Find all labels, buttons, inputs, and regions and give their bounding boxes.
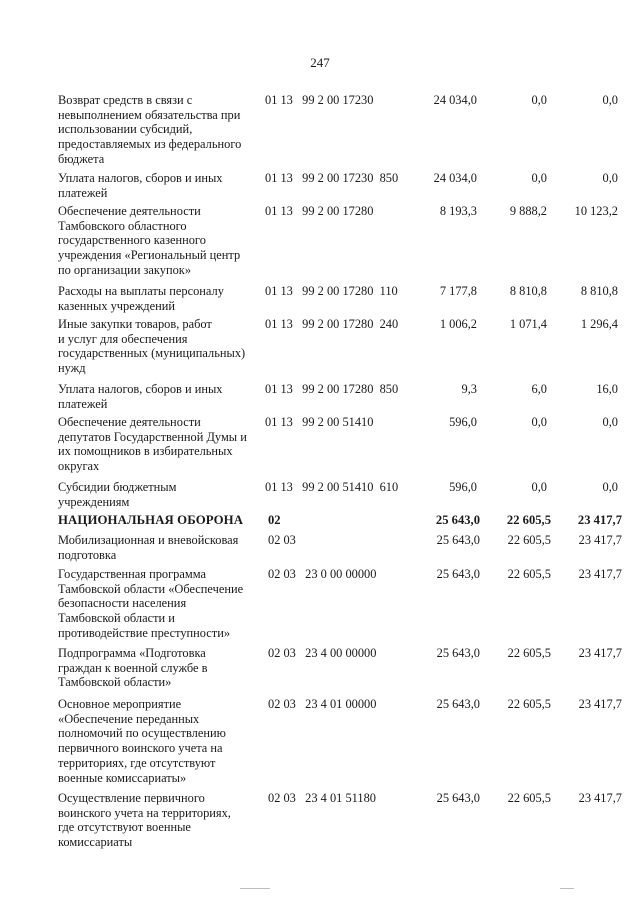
row-value-2: 22 605,5 (507, 567, 551, 581)
row-code: 01 13 99 2 00 51410 610 (265, 480, 399, 494)
row-value-1: 24 034,0 (433, 93, 477, 107)
row-name: Уплата налогов, сборов и иных платежей (58, 382, 223, 411)
row-name: Обеспечение деятельности Тамбовского областного государственного казенного учреждения «Региональный центр по организации закупок» (58, 204, 241, 277)
row-name: Субсидии бюджетным учреждениям (58, 480, 177, 509)
row-code: 02 03 23 4 01 00000 (268, 697, 377, 711)
row-value-1: 9,3 (461, 382, 477, 396)
row-value-2: 9 888,2 (509, 204, 547, 218)
row-code: 01 13 99 2 00 17230 (265, 93, 374, 107)
row-name: Подпрограмма «Подготовка граждан к военной службе в Тамбовской области» (58, 646, 208, 690)
row-value-3: 0,0 (602, 171, 618, 185)
row-value-2: 22 605,5 (507, 791, 551, 805)
row-value-3: 23 417,7 (578, 697, 622, 711)
scan-artifact (240, 888, 270, 889)
row-value-1: 596,0 (449, 480, 477, 494)
row-value-1: 25 643,0 (436, 567, 480, 581)
page-number: 247 (310, 55, 330, 70)
row-value-2: 1 071,4 (509, 317, 547, 331)
row-name: Обеспечение деятельности депутатов Государственной Думы и их помощников в избирательных округах (58, 415, 247, 474)
row-code: 02 03 23 0 00 00000 (268, 567, 377, 581)
row-value-2: 22 605,5 (507, 646, 551, 660)
row-value-2: 8 810,8 (509, 284, 547, 298)
row-value-2: 0,0 (531, 480, 547, 494)
row-name: Основное мероприятие «Обеспечение переданных полномочий по осуществлению первичного воинского учета на территориях, где отсутствуют военные комиссариаты» (58, 697, 226, 785)
row-code: 02 03 23 4 00 00000 (268, 646, 377, 660)
row-value-3: 23 417,7 (577, 513, 622, 527)
row-value-2: 6,0 (531, 382, 547, 396)
row-name: Мобилизационная и вневойсковая подготовка (58, 533, 239, 562)
row-value-3: 23 417,7 (578, 791, 622, 805)
row-code: 01 13 99 2 00 51410 (265, 415, 374, 429)
row-value-3: 23 417,7 (578, 533, 622, 547)
row-value-1: 7 177,8 (439, 284, 477, 298)
row-value-1: 25 643,0 (436, 646, 480, 660)
row-value-2: 22 605,5 (507, 697, 551, 711)
row-value-3: 0,0 (602, 415, 618, 429)
row-value-3: 0,0 (602, 480, 618, 494)
row-value-1: 25 643,0 (436, 697, 480, 711)
row-name: Иные закупки товаров, работ и услуг для обеспечения государственных (муниципальных) нужд (58, 317, 246, 376)
row-value-1: 596,0 (449, 415, 477, 429)
row-name: НАЦИОНАЛЬНАЯ ОБОРОНА (58, 513, 244, 527)
row-name: Государственная программа Тамбовской области «Обеспечение безопасности населения Тамбовской области и противодействие преступности» (58, 567, 244, 640)
row-code: 01 13 99 2 00 17280 (265, 204, 374, 218)
row-value-1: 25 643,0 (436, 791, 480, 805)
row-code: 01 13 99 2 00 17280 110 (265, 284, 398, 298)
row-value-2: 0,0 (531, 93, 547, 107)
row-code: 02 (268, 513, 281, 527)
row-value-2: 0,0 (531, 415, 547, 429)
row-value-1: 1 006,2 (439, 317, 477, 331)
row-code: 01 13 99 2 00 17230 850 (265, 171, 399, 185)
scan-artifact (560, 888, 574, 889)
row-value-3: 10 123,2 (574, 204, 618, 218)
row-value-1: 25 643,0 (435, 513, 480, 527)
row-code: 01 13 99 2 00 17280 850 (265, 382, 399, 396)
row-value-3: 8 810,8 (580, 284, 618, 298)
row-name: Уплата налогов, сборов и иных платежей (58, 171, 223, 200)
row-code: 01 13 99 2 00 17280 240 (265, 317, 399, 331)
row-value-3: 23 417,7 (578, 567, 622, 581)
row-value-3: 16,0 (596, 382, 618, 396)
row-value-1: 24 034,0 (433, 171, 477, 185)
row-code: 02 03 23 4 01 51180 (268, 791, 376, 805)
row-name: Осуществление первичного воинского учета на территориях, где отсутствуют военные комиссариаты (58, 791, 231, 850)
row-value-3: 23 417,7 (578, 646, 622, 660)
row-value-2: 22 605,5 (506, 513, 551, 527)
row-value-2: 0,0 (531, 171, 547, 185)
row-value-3: 1 296,4 (580, 317, 618, 331)
row-value-1: 25 643,0 (436, 533, 480, 547)
row-name: Расходы на выплаты персоналу казенных учреждений (58, 284, 224, 313)
row-value-1: 8 193,3 (439, 204, 477, 218)
row-code: 02 03 (268, 533, 296, 547)
row-value-2: 22 605,5 (507, 533, 551, 547)
row-value-3: 0,0 (602, 93, 618, 107)
row-name: Возврат средств в связи с невыполнением обязательства при использовании субсидий, предоставляемых из федерального бюджета (58, 93, 242, 166)
